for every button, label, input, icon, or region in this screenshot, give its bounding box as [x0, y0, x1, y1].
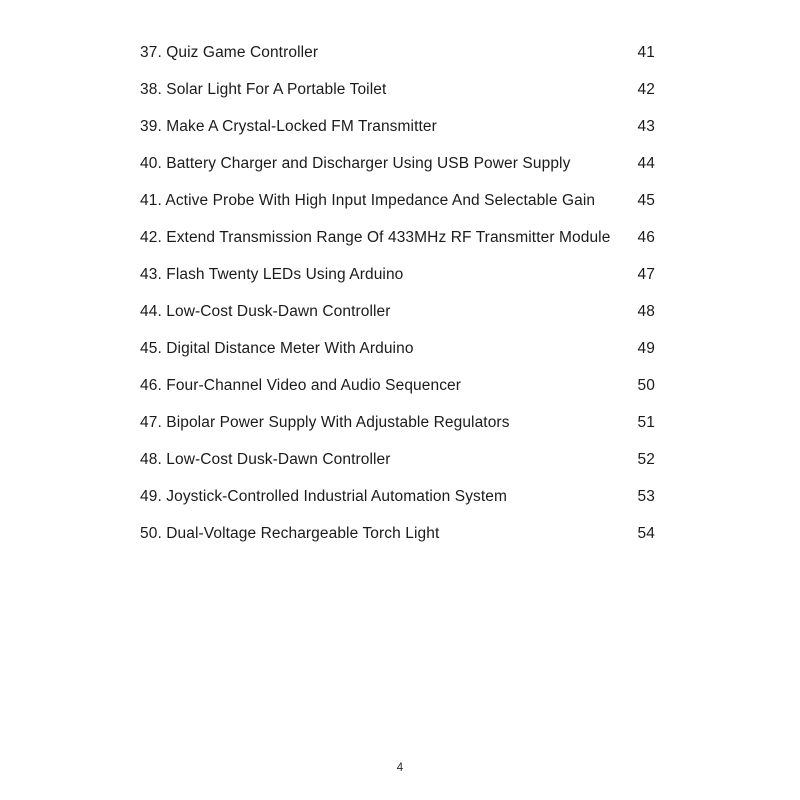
toc-entry: [140, 414, 655, 432]
toc-entry-title: 42. Extend Transmission Range Of 433MHz RF Transmitter Module: [140, 229, 611, 246]
toc-entry: [140, 451, 655, 469]
toc-entry-page: 52: [637, 451, 655, 468]
toc-entry-page: 50: [637, 377, 655, 394]
toc-entry-title: 45. Digital Distance Meter With Arduino: [140, 340, 414, 357]
toc-entry-page: 47: [637, 266, 655, 283]
toc-entry: [140, 377, 655, 395]
toc-entry: [140, 44, 655, 62]
toc-entry-page: 44: [637, 155, 655, 172]
toc-entry-page: 53: [637, 488, 655, 505]
toc-entry-title: 47. Bipolar Power Supply With Adjustable Regulators: [140, 414, 510, 431]
toc-entry: [140, 340, 655, 358]
toc-entry-title: 43. Flash Twenty LEDs Using Arduino: [140, 266, 404, 283]
toc-entry-title: 41. Active Probe With High Input Impedance And Selectable Gain: [140, 192, 596, 209]
toc-entry-page: 54: [637, 525, 655, 542]
toc-entry-title: 49. Joystick-Controlled Industrial Automation System: [140, 488, 508, 505]
toc-entry-page: 45: [637, 192, 655, 209]
toc-entry-title: 48. Low-Cost Dusk-Dawn Controller: [140, 451, 391, 468]
toc-entry-title: 39. Make A Crystal-Locked FM Transmitter: [140, 118, 437, 135]
toc-entry: [140, 118, 655, 136]
toc-entry-title: 40. Battery Charger and Discharger Using USB Power Supply: [140, 155, 571, 172]
toc-entry: [140, 266, 655, 284]
toc-entry: [140, 525, 655, 543]
toc-entry: [140, 229, 655, 247]
footer-page-number: 4: [396, 762, 404, 774]
toc-entry-page: 41: [637, 44, 655, 61]
toc-entry-page: 42: [637, 81, 655, 98]
toc-entry-page: 43: [637, 118, 655, 135]
toc-entry-title: 38. Solar Light For A Portable Toilet: [140, 81, 387, 98]
toc-entry-page: 51: [637, 414, 655, 431]
toc-entry-title: 46. Four-Channel Video and Audio Sequencer: [140, 377, 462, 394]
toc-entry-title: 37. Quiz Game Controller: [140, 44, 319, 61]
toc-entry: [140, 81, 655, 99]
toc-entry-title: 44. Low-Cost Dusk-Dawn Controller: [140, 303, 391, 320]
toc-entry: [140, 155, 655, 173]
page-footer: [0, 762, 800, 774]
toc-entry-page: 46: [637, 229, 655, 246]
toc-entry: [140, 192, 655, 210]
toc-entry-title: 50. Dual-Voltage Rechargeable Torch Light: [140, 525, 440, 542]
toc-entry: [140, 488, 655, 506]
toc-entry: [140, 303, 655, 321]
toc-list: [140, 44, 655, 562]
toc-entry-page: 49: [637, 340, 655, 357]
toc-entry-page: 48: [637, 303, 655, 320]
